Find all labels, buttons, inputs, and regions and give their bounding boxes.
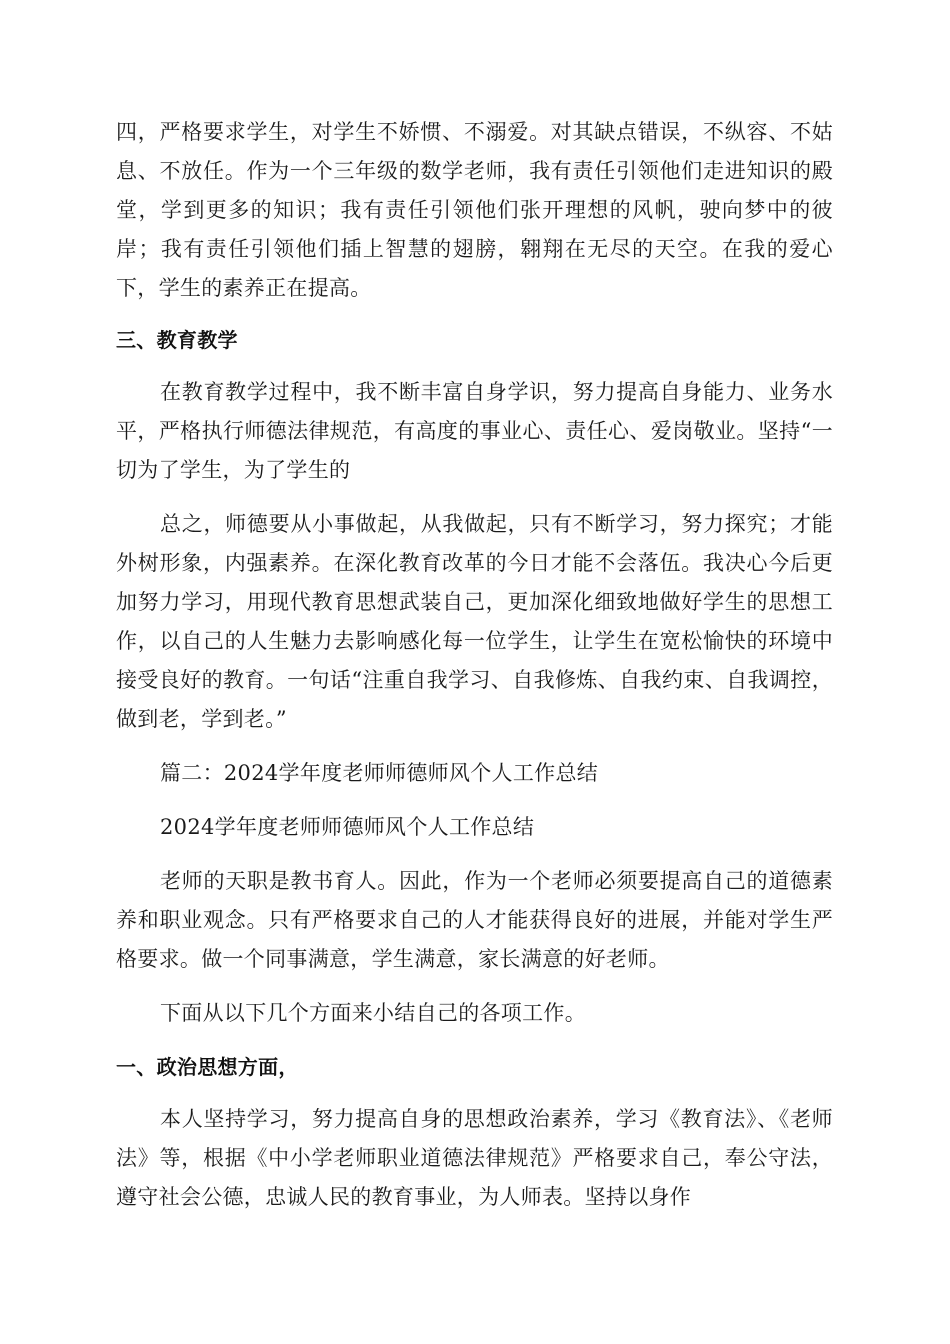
paragraph-teaching-process: 在教育教学过程中，我不断丰富自身学识，努力提高自身能力、业务水平，严格执行师德法律规范，有高度的事业心、责任心、爱岗敬业。坚持“一切为了学生，为了学生的: [116, 380, 833, 482]
paragraph-summary-title: 2024学年度老师师德师风个人工作总结: [160, 815, 535, 839]
document-body: [116, 113, 833, 1217]
paragraph-part-two-title: 篇二：2024学年度老师师德师风个人工作总结: [160, 761, 599, 785]
section-heading-political: 一、政治思想方面，: [116, 1055, 299, 1079]
paragraph-political-study: 本人坚持学习，努力提高自身的思想政治素养，学习《教育法》、《老师法》等，根据《中小学老师职业道德法律规范》严格要求自己，奉公守法，遵守社会公德，忠诚人民的教育事业，为人师表。坚持以身作: [116, 1107, 833, 1209]
paragraph-conclusion: 总之，师德要从小事做起，从我做起，只有不断学习，努力探究；才能外树形象，内强素养。在深化教育改革的今日才能不会落伍。我决心今后更加努力学习，用现代教育思想武装自己，更加深化细致地做好学生的思想工作，以自己的人生魅力去影响感化每一位学生，让学生在宽松愉快的环境中接受良好的教育。一句话“注重自我学习、自我修炼、自我约束、自我调控，做到老，学到老。”: [116, 512, 833, 731]
paragraph-teacher-duty: 老师的天职是教书育人。因此，作为一个老师必须要提高自己的道德素养和职业观念。只有严格要求自己的人才能获得良好的进展，并能对学生严格要求。做一个同事满意，学生满意，家长满意的好老师。: [116, 869, 833, 971]
paragraph-student-requirements: 四，严格要求学生，对学生不娇惯、不溺爱。对其缺点错误，不纵容、不姑息、不放任。作为一个三年级的数学老师，我有责任引领他们走进知识的殿堂，学到更多的知识；我有责任引领他们张开理想的风帆，驶向梦中的彼岸；我有责任引领他们插上智慧的翅膀，翱翔在无尽的天空。在我的爱心下，学生的素养正在提高。: [116, 120, 833, 300]
section-heading-teaching: 三、教育教学: [116, 328, 238, 352]
paragraph-overview: 下面从以下几个方面来小结自己的各项工作。: [160, 1001, 586, 1025]
